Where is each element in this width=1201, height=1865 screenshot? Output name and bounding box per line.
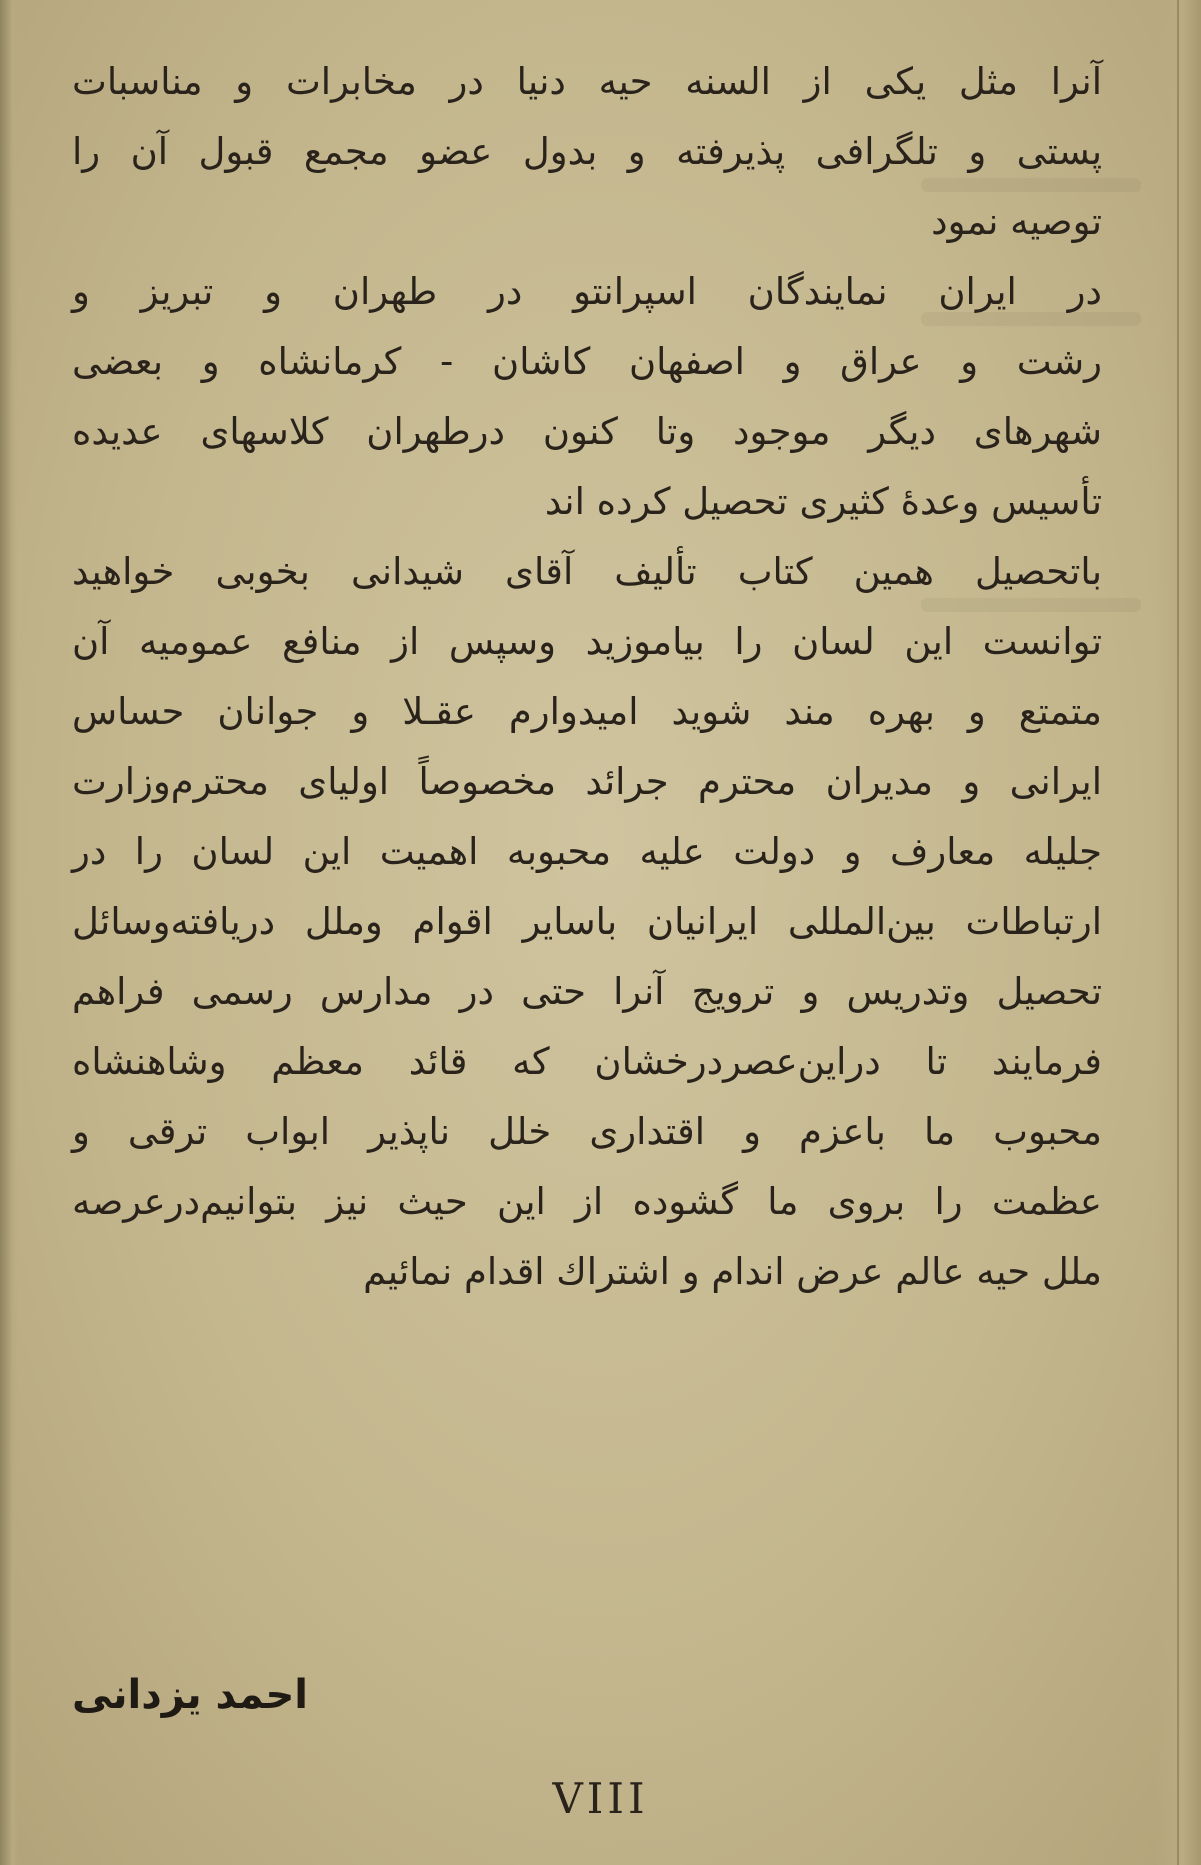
text-line-7: تأسیس وعدهٔ کثیری تحصیل کرده اند [544,480,1102,523]
text-line-9: توانست این لسان را بیاموزید وسپس از منافع عمومیه آن [72,620,1102,663]
text-line-16: محبوب ما باعزم و اقتداری خلل ناپذیر ابواب ترقی و [72,1110,1102,1153]
text-line-11: ایرانی و مدیران محترم جرائد مخصوصاً اولیای محترم‌وزارت [72,760,1102,803]
text-line-12: جلیله معارف و دولت علیه محبوبه اهمیت این لسان را در [72,830,1102,873]
text-line-10: متمتع و بهره مند شوید امیدوارم عقـلا و جوانان حساس [72,690,1102,733]
text-line-1: آنرا مثل یکی از السنه حیه دنیا در مخابرات و مناسبات [72,60,1102,103]
text-line-17: عظمت را بروی ما گشوده از این حیث نیز بتوانیم‌درعرصه [72,1180,1102,1223]
page-number: VIII [552,1774,649,1823]
text-line-4: در ایران نمایندگان اسپرانتو در طهران و تبریز و [72,270,1102,313]
page-left-edge [0,0,18,1865]
text-line-18: ملل حیه عالم عرض اندام و اشتراك اقدام نمائیم [363,1250,1102,1293]
text-line-13: ارتباطات بین‌المللی ایرانیان باسایر اقوام وملل دریافته‌وسائل [72,900,1102,943]
text-line-2: پستی و تلگرافی پذیرفته و بدول عضو مجمع قبول آن را [72,130,1102,173]
author-signature: احمد یزدانی [72,1672,309,1718]
text-line-5: رشت و عراق و اصفهان کاشان - کرمانشاه و بعضی [72,340,1102,383]
body-text [72,60,1102,1320]
text-line-15: فرمایند تا دراین‌عصردرخشان که قائد معظم وشاهنشاه [72,1040,1102,1083]
page-right-edge [1155,0,1201,1865]
text-line-14: تحصیل وتدریس و ترویج آنرا حتی در مدارس رسمی فراهم [72,970,1102,1013]
text-line-3: توصیه نمود [931,200,1102,243]
text-line-8: باتحصیل همین کتاب تألیف آقای شیدانی بخوبی خواهید [72,550,1102,593]
text-line-6: شهرهای دیگر موجود وتا کنون درطهران کلاسهای عدیده [72,410,1102,453]
